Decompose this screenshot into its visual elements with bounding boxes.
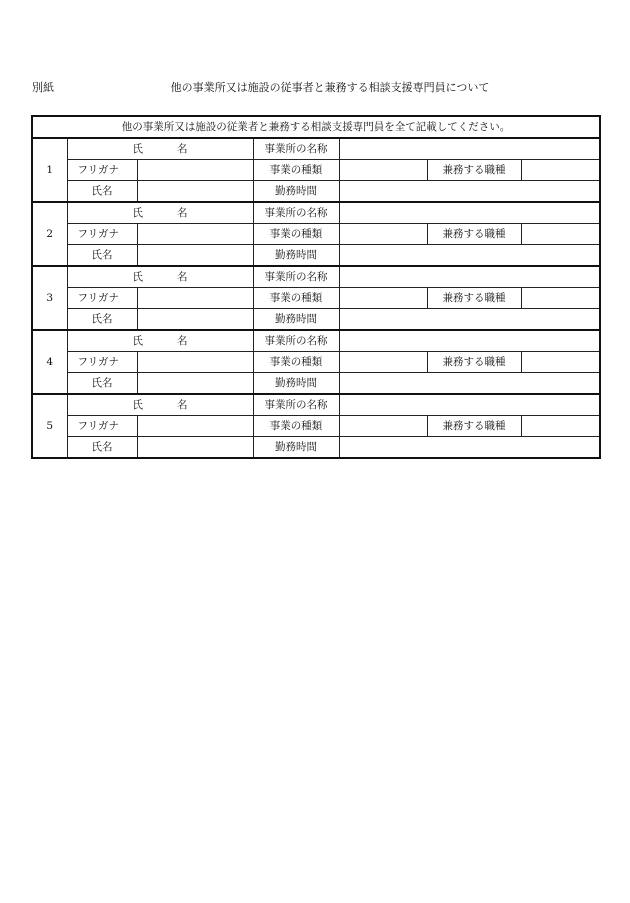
entry-number: 3 — [32, 266, 67, 330]
concurrent-job-field[interactable] — [521, 416, 600, 437]
business-type-field[interactable] — [339, 160, 427, 181]
entry-number: 2 — [32, 202, 67, 266]
entry-row-furigana — [32, 288, 600, 309]
entry-row-furigana — [32, 352, 600, 373]
furigana-field[interactable] — [137, 224, 253, 245]
furigana-field[interactable] — [137, 160, 253, 181]
entry-number: 1 — [32, 138, 67, 202]
office-name-label: 事業所の名称 — [253, 266, 339, 288]
name-header: 氏 名 — [67, 394, 253, 416]
entry-row-furigana — [32, 224, 600, 245]
name-header: 氏 名 — [67, 266, 253, 288]
furigana-label: フリガナ — [67, 288, 137, 309]
concurrent-job-label: 兼務する職種 — [427, 352, 521, 373]
name-field[interactable] — [137, 181, 253, 203]
name-label: 氏名 — [67, 309, 137, 331]
office-name-label: 事業所の名称 — [253, 394, 339, 416]
working-hours-label: 勤務時間 — [253, 309, 339, 331]
attachment-label: 別紙 — [32, 81, 54, 94]
entry-row-name — [32, 437, 600, 459]
name-label: 氏名 — [67, 437, 137, 459]
instruction-text: 他の事業所又は施設の従業者と兼務する相談支援専門員を全て記載してください。 — [32, 116, 600, 138]
office-name-field[interactable] — [339, 202, 600, 224]
concurrent-job-label: 兼務する職種 — [427, 416, 521, 437]
office-name-label: 事業所の名称 — [253, 202, 339, 224]
name-field[interactable] — [137, 309, 253, 331]
furigana-field[interactable] — [137, 416, 253, 437]
name-field[interactable] — [137, 437, 253, 459]
concurrent-job-label: 兼務する職種 — [427, 288, 521, 309]
furigana-label: フリガナ — [67, 224, 137, 245]
furigana-label: フリガナ — [67, 160, 137, 181]
business-type-field[interactable] — [339, 352, 427, 373]
furigana-label: フリガナ — [67, 416, 137, 437]
office-name-field[interactable] — [339, 330, 600, 352]
furigana-field[interactable] — [137, 288, 253, 309]
business-type-field[interactable] — [339, 224, 427, 245]
concurrent-staff-table — [31, 115, 601, 459]
document-title: 他の事業所又は施設の従事者と兼務する相談支援専門員について — [170, 81, 490, 94]
working-hours-label: 勤務時間 — [253, 373, 339, 395]
entry-row-header — [32, 138, 600, 160]
entry-row-name — [32, 245, 600, 267]
entry-row-header — [32, 394, 600, 416]
name-label: 氏名 — [67, 181, 137, 203]
entry-row-name — [32, 309, 600, 331]
office-name-field[interactable] — [339, 138, 600, 160]
entry-row-furigana — [32, 160, 600, 181]
concurrent-job-field[interactable] — [521, 160, 600, 181]
furigana-field[interactable] — [137, 352, 253, 373]
business-type-field[interactable] — [339, 288, 427, 309]
name-header: 氏 名 — [67, 202, 253, 224]
business-type-label: 事業の種類 — [253, 352, 339, 373]
working-hours-field[interactable] — [339, 181, 600, 203]
working-hours-field[interactable] — [339, 373, 600, 395]
name-header: 氏 名 — [67, 138, 253, 160]
name-label: 氏名 — [67, 373, 137, 395]
working-hours-field[interactable] — [339, 309, 600, 331]
concurrent-job-field[interactable] — [521, 288, 600, 309]
entry-row-furigana — [32, 416, 600, 437]
working-hours-label: 勤務時間 — [253, 181, 339, 203]
entry-row-header — [32, 330, 600, 352]
working-hours-label: 勤務時間 — [253, 245, 339, 267]
concurrent-job-field[interactable] — [521, 352, 600, 373]
concurrent-job-label: 兼務する職種 — [427, 224, 521, 245]
concurrent-job-label: 兼務する職種 — [427, 160, 521, 181]
working-hours-field[interactable] — [339, 437, 600, 459]
concurrent-job-field[interactable] — [521, 224, 600, 245]
working-hours-label: 勤務時間 — [253, 437, 339, 459]
entry-row-name — [32, 373, 600, 395]
office-name-field[interactable] — [339, 394, 600, 416]
office-name-label: 事業所の名称 — [253, 330, 339, 352]
entry-row-header — [32, 266, 600, 288]
business-type-label: 事業の種類 — [253, 288, 339, 309]
business-type-label: 事業の種類 — [253, 416, 339, 437]
name-label: 氏名 — [67, 245, 137, 267]
working-hours-field[interactable] — [339, 245, 600, 267]
entry-row-name — [32, 181, 600, 203]
business-type-label: 事業の種類 — [253, 160, 339, 181]
name-header: 氏 名 — [67, 330, 253, 352]
business-type-label: 事業の種類 — [253, 224, 339, 245]
entry-number: 5 — [32, 394, 67, 458]
business-type-field[interactable] — [339, 416, 427, 437]
office-name-field[interactable] — [339, 266, 600, 288]
name-field[interactable] — [137, 245, 253, 267]
furigana-label: フリガナ — [67, 352, 137, 373]
office-name-label: 事業所の名称 — [253, 138, 339, 160]
entry-number: 4 — [32, 330, 67, 394]
entry-row-header — [32, 202, 600, 224]
name-field[interactable] — [137, 373, 253, 395]
